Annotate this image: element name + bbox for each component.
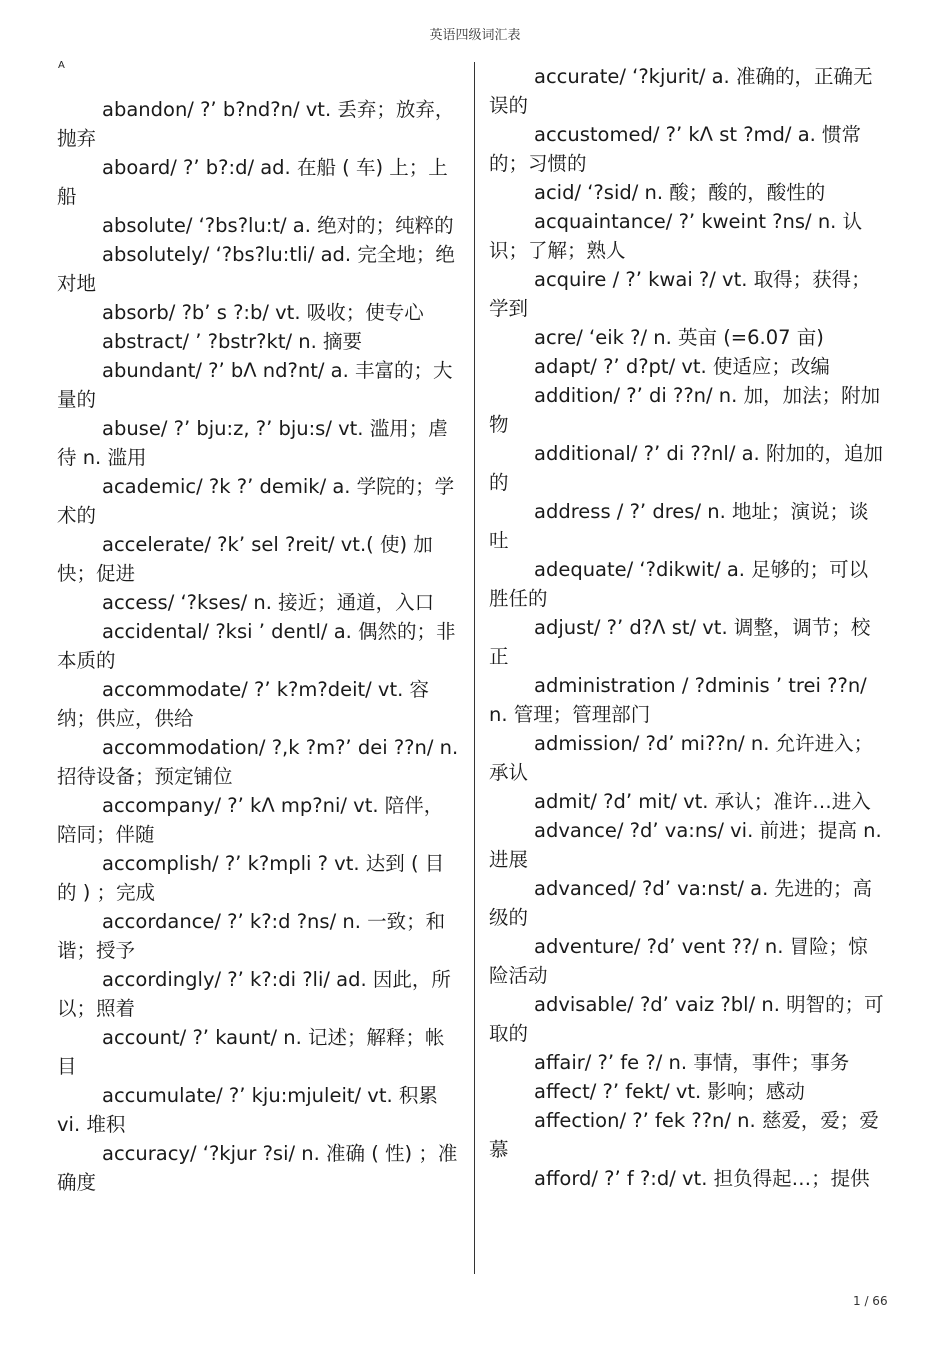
vocab-entry: admission/ ?d’ mi??n/ n. 允许进入；承认 xyxy=(489,732,874,784)
vocab-entry: academic/ ?k ?’ demik/ a. 学院的；学术的 xyxy=(57,475,455,527)
page-number: 1 / 66 xyxy=(853,1294,888,1308)
vocab-entry: accompany/ ?’ kΛ mp?ni/ vt. 陪伴，陪同；伴随 xyxy=(57,794,444,846)
vocab-entry: accelerate/ ?k’ sel ?reit/ vt.( 使) 加快；促进 xyxy=(57,533,433,585)
vocab-entry: accidental/ ?ksi ’ dentl/ a. 偶然的；非本质的 xyxy=(57,620,456,672)
right-column xyxy=(489,62,886,1193)
section-letter: A xyxy=(58,60,65,71)
vocab-entry: access/ ‘?kses/ n. 接近；通道，入口 xyxy=(102,591,435,614)
vocab-entry: affect/ ?’ fekt/ vt. 影响；感动 xyxy=(534,1080,805,1103)
vocab-entry: addition/ ?’ di ??n/ n. 加，加法；附加物 xyxy=(489,384,881,436)
vocab-entry: admit/ ?d’ mit/ vt. 承认；准许…进入 xyxy=(534,790,871,813)
vocab-entry: absolutely/ ‘?bs?lu:tli/ ad. 完全地；绝对地 xyxy=(57,243,455,295)
vocab-entry: absorb/ ?b’ s ?:b/ vt. 吸收；使专心 xyxy=(102,301,424,324)
vocab-entry: acid/ ‘?sid/ n. 酸；酸的，酸性的 xyxy=(534,181,826,204)
vocab-entry: accomplish/ ?’ k?mpli ? vt. 达到 ( 目的 ) ；完成 xyxy=(57,852,445,904)
vocab-entry: affair/ ?’ fe ?/ n. 事情，事件；事务 xyxy=(534,1051,850,1074)
vocab-entry: advance/ ?d’ va:ns/ vi. 前进；提高 n. 进展 xyxy=(489,819,882,871)
vocab-entry: accommodate/ ?’ k?m?deit/ vt. 容纳；供应，供给 xyxy=(57,678,430,730)
vocab-entry: account/ ?’ kaunt/ n. 记述；解释；帐目 xyxy=(57,1026,445,1078)
vocab-entry: accustomed/ ?’ kΛ st ?md/ a. 惯常的；习惯的 xyxy=(489,123,862,175)
vocab-entry: aboard/ ?’ b?:d/ ad. 在船 ( 车) 上；上船 xyxy=(57,156,448,208)
vocab-entry: accommodation/ ?,k ?m?’ dei ??n/ n. 招待设备；预定铺位 xyxy=(57,736,459,788)
vocab-entry: advisable/ ?d’ vaiz ?bl/ n. 明智的；可取的 xyxy=(489,993,884,1045)
vocab-entry: accordingly/ ?’ k?:di ?li/ ad. 因此，所以；照着 xyxy=(57,968,451,1020)
vocab-entry: absolute/ ‘?bs?lu:t/ a. 绝对的；纯粹的 xyxy=(102,214,454,237)
vocab-entry: adequate/ ‘?dikwit/ a. 足够的；可以胜任的 xyxy=(489,558,869,610)
document-header: 英语四级词汇表 xyxy=(429,28,521,43)
vocab-entry: acquire / ?’ kwai ?/ vt. 取得；获得；学到 xyxy=(489,268,871,320)
vocab-entry: acre/ ‘eik ?/ n. 英亩 (=6.07 亩) xyxy=(534,326,824,349)
left-column xyxy=(57,95,460,1197)
vocab-entry: adventure/ ?d’ vent ??/ n. 冒险；惊险活动 xyxy=(489,935,868,987)
vocab-entry: administration / ?dminis ’ trei ??n/ n. 管理；管理部门 xyxy=(489,674,867,726)
vocab-entry: abuse/ ?’ bju:z, ?’ bju:s/ vt. 滥用；虐待 n. 滥用 xyxy=(57,417,448,469)
vocab-entry: accurate/ ‘?kjurit/ a. 准确的，正确无误的 xyxy=(489,65,873,117)
vocab-entry: abundant/ ?’ bΛ nd?nt/ a. 丰富的；大量的 xyxy=(57,359,453,411)
vocab-entry: accumulate/ ?’ kju:mjuleit/ vt. 积累 vi. 堆积 xyxy=(57,1084,438,1136)
vocab-entry: adapt/ ?’ d?pt/ vt. 使适应；改编 xyxy=(534,355,830,378)
vocab-entry: address / ?’ dres/ n. 地址；演说；谈吐 xyxy=(489,500,869,552)
vocab-entry: acquaintance/ ?’ kweint ?ns/ n. 认识；了解；熟人 xyxy=(489,210,863,262)
vocab-entry: accordance/ ?’ k?:d ?ns/ n. 一致；和谐；授予 xyxy=(57,910,446,962)
vocab-entry: advanced/ ?d’ va:nst/ a. 先进的；高级的 xyxy=(489,877,873,929)
vocab-entry: accuracy/ ‘?kjur ?si/ n. 准确 ( 性) ；准确度 xyxy=(57,1142,458,1194)
vocab-entry: additional/ ?’ di ??nl/ a. 附加的，追加的 xyxy=(489,442,883,494)
vocab-entry: abstract/ ’ ?bstr?kt/ n. 摘要 xyxy=(102,330,362,353)
vocab-entry: adjust/ ?’ d?Λ st/ vt. 调整，调节；校正 xyxy=(489,616,871,668)
vocab-entry: abandon/ ?’ b?nd?n/ vt. 丢弃；放弃，抛弃 xyxy=(57,98,455,150)
vocab-entry: affection/ ?’ fek ??n/ n. 慈爱，爱；爱慕 xyxy=(489,1109,879,1161)
vocab-entry: afford/ ?’ f ?:d/ vt. 担负得起…；提供 xyxy=(534,1167,870,1190)
column-divider xyxy=(474,62,475,1274)
